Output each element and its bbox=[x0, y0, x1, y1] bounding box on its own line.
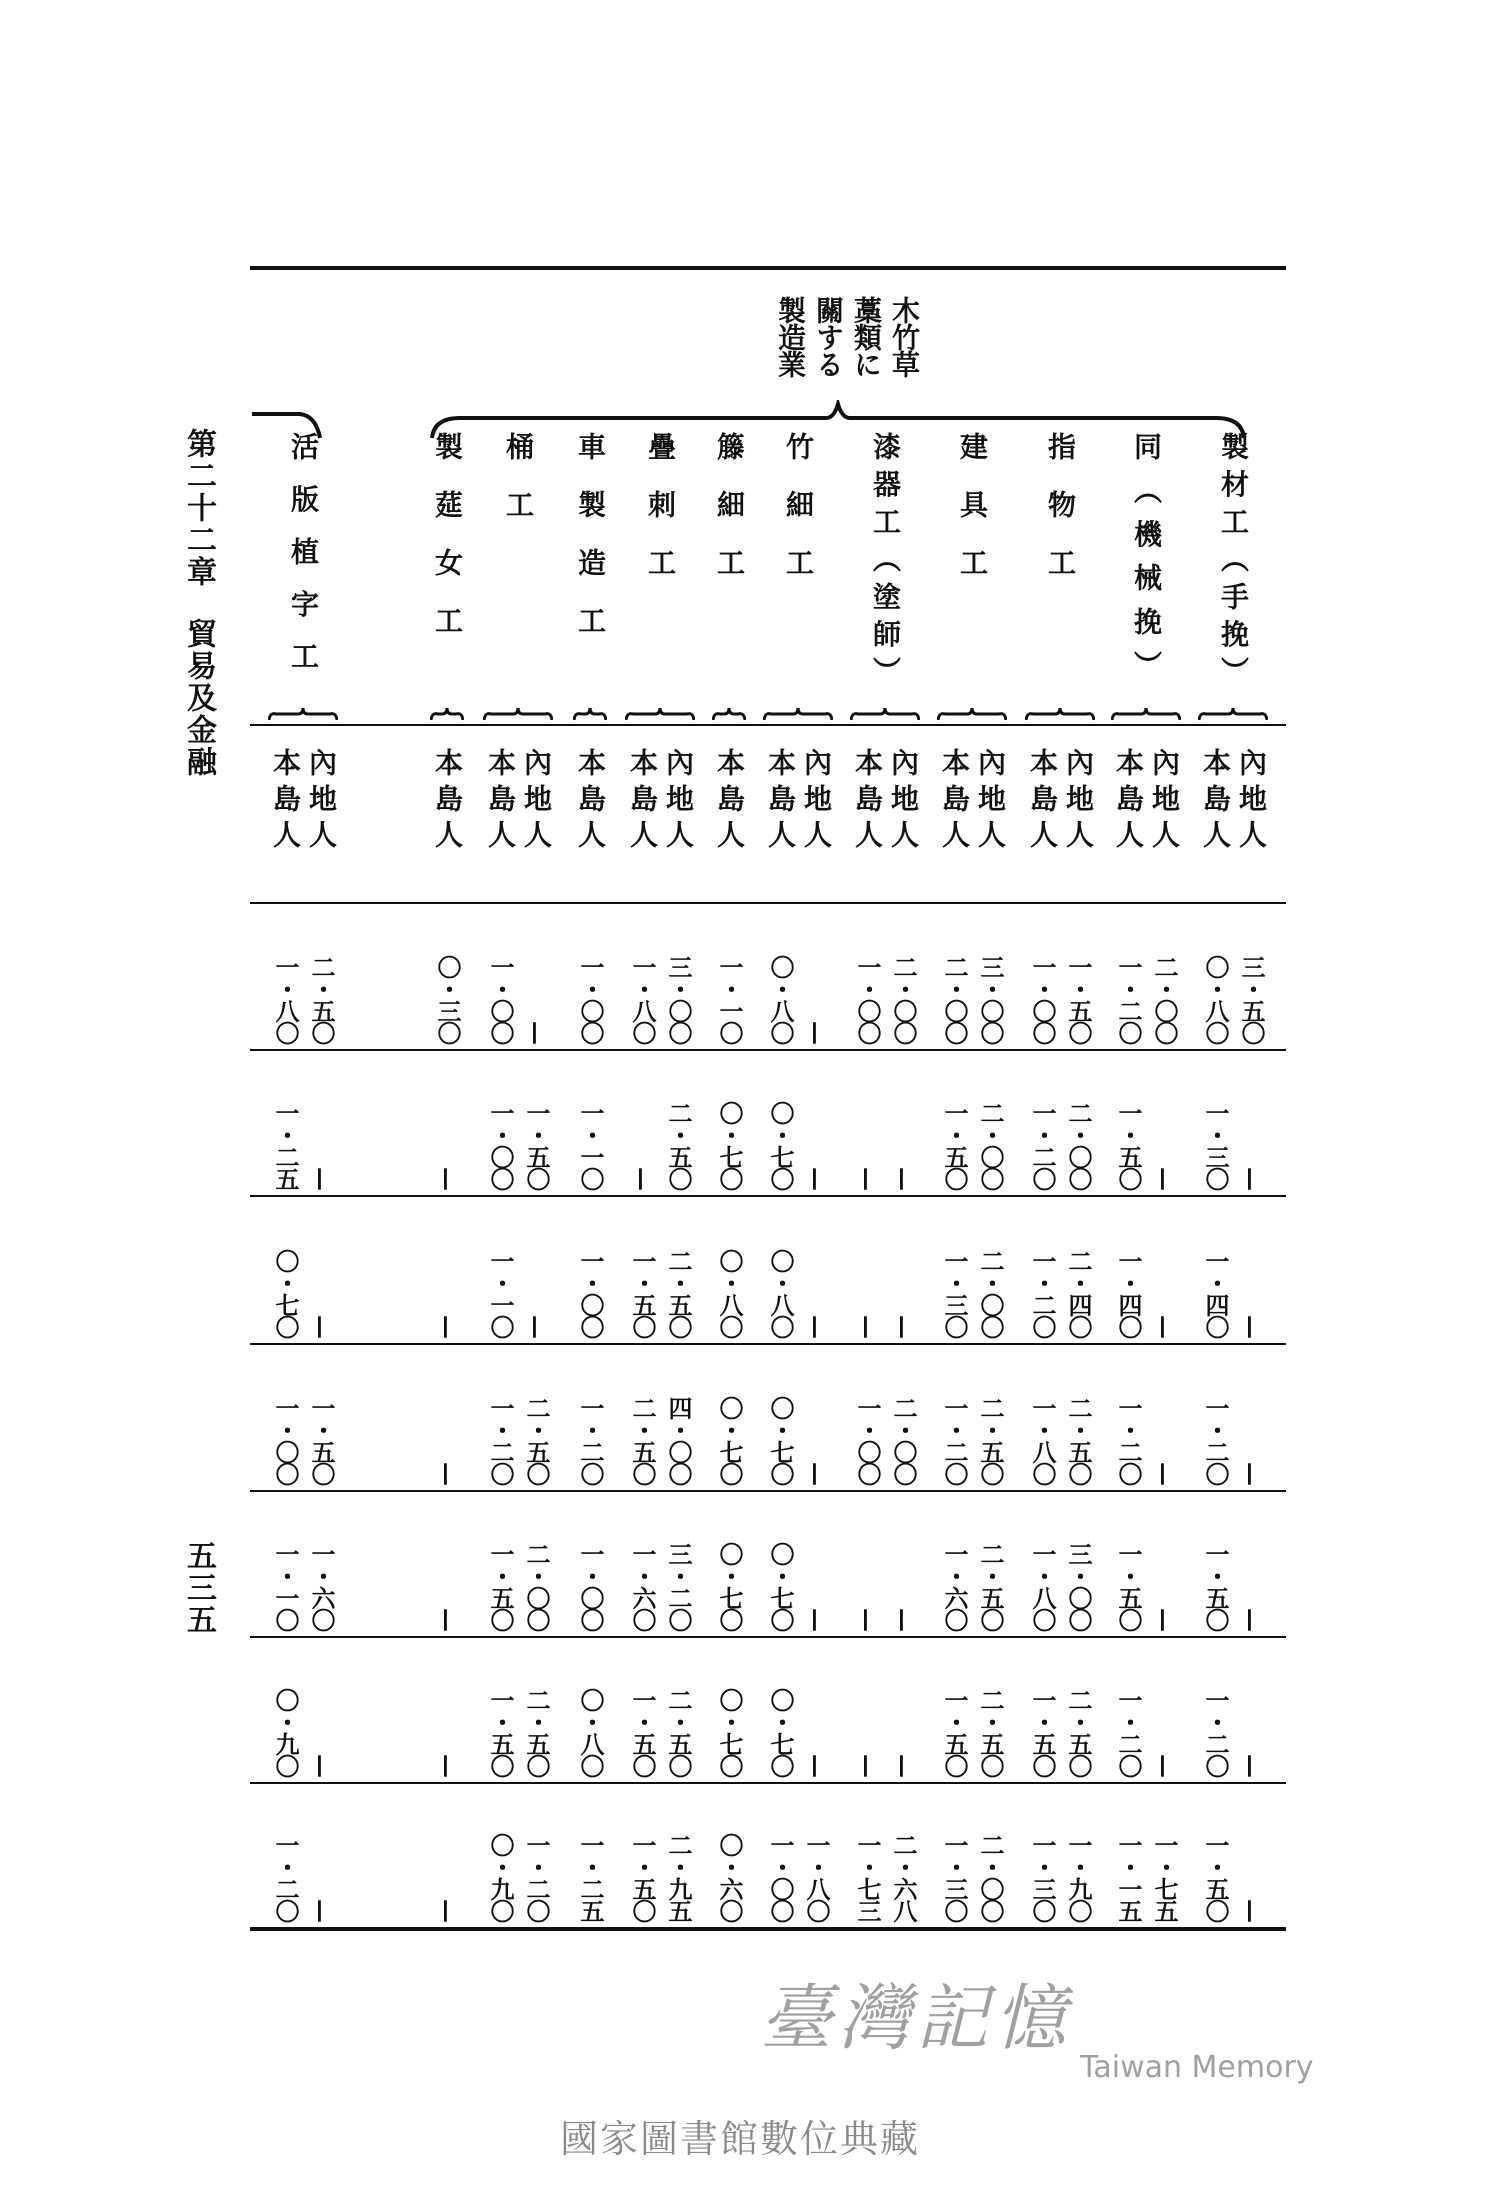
subheader-naichi: 內地人 bbox=[1148, 748, 1181, 856]
table-cell: 一・七五 bbox=[1150, 1833, 1179, 1921]
table-cell: 二・五〇 bbox=[664, 1688, 693, 1776]
table-cell: — bbox=[889, 1754, 918, 1776]
table-cell: — bbox=[307, 1899, 336, 1921]
table-cell: 一・二〇 bbox=[1114, 1396, 1143, 1484]
group-label bbox=[758, 296, 921, 396]
subheader-honto: 本島人 bbox=[713, 748, 746, 856]
subheader-naichi: 內地人 bbox=[662, 748, 695, 856]
table-cell: 一・一〇 bbox=[576, 1101, 605, 1189]
table-cell: — bbox=[889, 1315, 918, 1337]
table-cell: 〇・八〇 bbox=[1201, 955, 1230, 1043]
column-brace bbox=[1198, 706, 1268, 722]
table-cell: 一・五〇 bbox=[628, 1833, 657, 1921]
column-brace bbox=[430, 706, 464, 722]
column-header: 製材工（手挽） bbox=[1217, 432, 1250, 694]
table-cell: 〇・七〇 bbox=[766, 1101, 795, 1189]
subheader-naichi: 內地人 bbox=[974, 748, 1007, 856]
table-cell: 一・〇〇 bbox=[486, 1101, 515, 1189]
table-cell: — bbox=[802, 1608, 831, 1630]
table-cell: 〇・八〇 bbox=[766, 1249, 795, 1337]
row-rule bbox=[250, 1195, 1286, 1197]
table-cell: 一・四〇 bbox=[1201, 1249, 1230, 1337]
table-cell: 二・〇〇 bbox=[889, 955, 918, 1043]
table-cell: 〇・七〇 bbox=[715, 1396, 744, 1484]
table-cell: — bbox=[1237, 1899, 1266, 1921]
table-cell: 二・五〇 bbox=[976, 1396, 1005, 1484]
row-rule bbox=[250, 1343, 1286, 1345]
subheader-naichi: 內地人 bbox=[1062, 748, 1095, 856]
table-cell: 一・二〇 bbox=[1201, 1396, 1230, 1484]
column-brace bbox=[1025, 706, 1095, 722]
table-cell: 二・六八 bbox=[889, 1833, 918, 1921]
table-cell: 〇・七〇 bbox=[766, 1396, 795, 1484]
column-brace bbox=[1111, 706, 1181, 722]
table-cell: 一・三〇 bbox=[1201, 1101, 1230, 1189]
table-cell: 〇・六〇 bbox=[715, 1833, 744, 1921]
table-cell: 三・〇〇 bbox=[664, 955, 693, 1043]
column-header: 車製造工 bbox=[574, 432, 607, 664]
table-cell: — bbox=[433, 1899, 462, 1921]
group-label-line: 關する bbox=[812, 296, 845, 377]
table-cell: 二・〇〇 bbox=[1064, 1101, 1093, 1189]
row-rule bbox=[250, 1636, 1286, 1638]
table-cell: 一・〇〇 bbox=[576, 1542, 605, 1630]
table-cell: 三・五〇 bbox=[1237, 955, 1266, 1043]
subheader-honto: 本島人 bbox=[1112, 748, 1145, 856]
table-cell: 一・八〇 bbox=[1028, 1542, 1057, 1630]
table-cell: 〇・七〇 bbox=[715, 1101, 744, 1189]
column-header: 疊刺工 bbox=[644, 432, 677, 606]
table-cell: — bbox=[522, 1315, 551, 1337]
table-cell: 二・五〇 bbox=[522, 1688, 551, 1776]
table-cell: 三・〇〇 bbox=[976, 955, 1005, 1043]
table-cell: 二・五〇 bbox=[664, 1249, 693, 1337]
column-brace bbox=[763, 706, 833, 722]
table-cell: — bbox=[433, 1608, 462, 1630]
page-number: 五三五 bbox=[181, 1540, 216, 1636]
table-cell: 一・八〇 bbox=[628, 955, 657, 1043]
table-cell: 二・五〇 bbox=[664, 1101, 693, 1189]
table-cell: 一・〇〇 bbox=[853, 955, 882, 1043]
table-cell: 〇・九〇 bbox=[271, 1688, 300, 1776]
subheader-naichi: 內地人 bbox=[305, 748, 338, 856]
table-cell: 〇・八〇 bbox=[576, 1688, 605, 1776]
table-cell: 二・〇〇 bbox=[940, 955, 969, 1043]
table-cell: 三・二〇 bbox=[664, 1542, 693, 1630]
table-cell: — bbox=[1237, 1315, 1266, 1337]
table-cell: 一・〇〇 bbox=[853, 1396, 882, 1484]
table-cell: 一・二〇 bbox=[1028, 1249, 1057, 1337]
table-cell: — bbox=[802, 1462, 831, 1484]
row-rule bbox=[250, 1782, 1286, 1784]
table-cell: 二・〇〇 bbox=[976, 1101, 1005, 1189]
column-header: 籐細工 bbox=[713, 432, 746, 606]
table-cell: 一・二〇 bbox=[522, 1833, 551, 1921]
subheader-honto: 本島人 bbox=[1199, 748, 1232, 856]
subheader-honto: 本島人 bbox=[938, 748, 971, 856]
table-cell: — bbox=[1150, 1608, 1179, 1630]
subheader-honto: 本島人 bbox=[1026, 748, 1059, 856]
table-cell: 一・一〇 bbox=[486, 1249, 515, 1337]
table-cell: — bbox=[522, 1021, 551, 1043]
chapter-title: 貿易及金融 bbox=[181, 618, 216, 778]
table-cell: 〇・八〇 bbox=[766, 955, 795, 1043]
table-cell: 二・五〇 bbox=[522, 1396, 551, 1484]
table-cell: 二・五〇 bbox=[307, 955, 336, 1043]
subheader-honto: 本島人 bbox=[269, 748, 302, 856]
subheader-bottom-rule bbox=[250, 902, 1286, 904]
table-cell: 〇・七〇 bbox=[271, 1249, 300, 1337]
table-cell: — bbox=[1150, 1167, 1179, 1189]
table-cell: 二・五〇 bbox=[976, 1688, 1005, 1776]
table-cell: — bbox=[802, 1021, 831, 1043]
table-cell: — bbox=[433, 1315, 462, 1337]
table-cell: 一・五〇 bbox=[307, 1396, 336, 1484]
table-cell: 一・二〇 bbox=[1114, 1688, 1143, 1776]
column-brace bbox=[268, 706, 338, 722]
table-cell: 一・六〇 bbox=[307, 1542, 336, 1630]
subheader-naichi: 內地人 bbox=[800, 748, 833, 856]
table-cell: 一・三〇 bbox=[940, 1249, 969, 1337]
table-cell: 一・五〇 bbox=[522, 1101, 551, 1189]
table-cell: 四・〇〇 bbox=[664, 1396, 693, 1484]
table-cell: — bbox=[853, 1315, 882, 1337]
table-cell: 二・〇〇 bbox=[522, 1542, 551, 1630]
column-brace bbox=[850, 706, 920, 722]
table-cell: 二・五〇 bbox=[1064, 1688, 1093, 1776]
table-cell: 二・〇〇 bbox=[976, 1833, 1005, 1921]
column-header: 活版植字工 bbox=[287, 432, 320, 694]
table-cell: 一・六〇 bbox=[628, 1542, 657, 1630]
table-cell: 一・二〇 bbox=[1114, 955, 1143, 1043]
table-cell: 一・〇〇 bbox=[576, 955, 605, 1043]
subheader-naichi: 內地人 bbox=[520, 748, 553, 856]
table-cell: 一・五〇 bbox=[1114, 1101, 1143, 1189]
table-cell: 一・〇〇 bbox=[576, 1249, 605, 1337]
table-cell: 〇・九〇 bbox=[486, 1833, 515, 1921]
table-cell: 一・四〇 bbox=[1114, 1249, 1143, 1337]
table-cell: 一・一〇 bbox=[271, 1542, 300, 1630]
column-header: 桶工 bbox=[502, 432, 535, 548]
table-cell: — bbox=[1237, 1462, 1266, 1484]
column-brace bbox=[937, 706, 1007, 722]
table-cell: 一・五〇 bbox=[1201, 1833, 1230, 1921]
table-cell: 一・〇〇 bbox=[486, 955, 515, 1043]
table-cell: 二・九五 bbox=[664, 1833, 693, 1921]
table-cell: 〇・七〇 bbox=[715, 1542, 744, 1630]
column-brace bbox=[712, 706, 746, 722]
table-cell: 一・五〇 bbox=[486, 1542, 515, 1630]
table-cell: 一・二〇 bbox=[1028, 1101, 1057, 1189]
table-cell: 一・五〇 bbox=[1201, 1542, 1230, 1630]
table-cell: 〇・七〇 bbox=[766, 1542, 795, 1630]
table-cell: 一・八〇 bbox=[1028, 1396, 1057, 1484]
table-cell: — bbox=[1150, 1754, 1179, 1776]
table-cell: 二・五〇 bbox=[1064, 1396, 1093, 1484]
table-cell: 一・五〇 bbox=[628, 1688, 657, 1776]
column-brace bbox=[573, 706, 607, 722]
table-cell: 一・二〇 bbox=[486, 1396, 515, 1484]
header-bottom-rule bbox=[250, 724, 1286, 726]
group-label-line: 木竹草 bbox=[888, 296, 921, 377]
table-cell: 一・五〇 bbox=[940, 1101, 969, 1189]
table-cell: — bbox=[1237, 1167, 1266, 1189]
table-cell: — bbox=[853, 1608, 882, 1630]
table-cell: 〇・三〇 bbox=[433, 955, 462, 1043]
watermark-chinese: 臺灣記憶 bbox=[760, 1976, 1073, 2060]
table-cell: — bbox=[433, 1754, 462, 1776]
table-cell: — bbox=[307, 1315, 336, 1337]
table-cell: — bbox=[1237, 1754, 1266, 1776]
table-cell: 〇・七〇 bbox=[715, 1688, 744, 1776]
table-cell: 一・五〇 bbox=[1064, 955, 1093, 1043]
row-rule bbox=[250, 1927, 1286, 1931]
group-label-line: 藁類に bbox=[850, 296, 883, 377]
table-cell: — bbox=[1237, 1608, 1266, 1630]
table-cell: 一・五〇 bbox=[1114, 1542, 1143, 1630]
table-cell: 一・二〇 bbox=[1201, 1688, 1230, 1776]
table-cell: — bbox=[433, 1462, 462, 1484]
table-cell: 一・一五 bbox=[1114, 1833, 1143, 1921]
table-cell: — bbox=[628, 1167, 657, 1189]
table-cell: 一・二五 bbox=[576, 1833, 605, 1921]
table-cell: 二・五〇 bbox=[976, 1542, 1005, 1630]
column-brace bbox=[625, 706, 695, 722]
subheader-honto: 本島人 bbox=[484, 748, 517, 856]
table-cell: — bbox=[307, 1754, 336, 1776]
table-cell: 一・五〇 bbox=[486, 1688, 515, 1776]
table-cell: 一・二〇 bbox=[576, 1396, 605, 1484]
table-cell: 二・〇〇 bbox=[976, 1249, 1005, 1337]
subheader-naichi: 內地人 bbox=[887, 748, 920, 856]
table-cell: 一・三〇 bbox=[1028, 1833, 1057, 1921]
table-cell: 一・〇〇 bbox=[1028, 955, 1057, 1043]
row-rule bbox=[250, 1490, 1286, 1492]
subheader-honto: 本島人 bbox=[626, 748, 659, 856]
table-cell: 一・七三 bbox=[853, 1833, 882, 1921]
subheader-honto: 本島人 bbox=[431, 748, 464, 856]
table-cell: 一・五〇 bbox=[628, 1249, 657, 1337]
table-cell: 一・六〇 bbox=[940, 1542, 969, 1630]
table-cell: 一・二〇 bbox=[271, 1833, 300, 1921]
column-header: 漆器工（塗師） bbox=[869, 432, 902, 694]
table-cell: — bbox=[433, 1167, 462, 1189]
table-cell: — bbox=[1150, 1462, 1179, 1484]
footer-archive-label: 國家圖書館數位典藏 bbox=[559, 2117, 920, 2161]
table-cell: 三・〇〇 bbox=[1064, 1542, 1093, 1630]
table-cell: 一・八〇 bbox=[802, 1833, 831, 1921]
table-cell: 一・九〇 bbox=[1064, 1833, 1093, 1921]
table-cell: — bbox=[802, 1754, 831, 1776]
table-cell: 一・〇〇 bbox=[766, 1833, 795, 1921]
group-label-line: 製造業 bbox=[774, 296, 807, 377]
table-cell: — bbox=[853, 1167, 882, 1189]
subheader-honto: 本島人 bbox=[851, 748, 884, 856]
table-cell: — bbox=[1150, 1315, 1179, 1337]
table-cell: — bbox=[853, 1754, 882, 1776]
table-cell: 〇・七〇 bbox=[766, 1688, 795, 1776]
column-header: 竹細工 bbox=[782, 432, 815, 606]
table-cell: 二・五〇 bbox=[628, 1396, 657, 1484]
chapter-number: 第二十二章 bbox=[181, 428, 216, 588]
column-header: 同（機械挽） bbox=[1130, 432, 1163, 694]
table-cell: 〇・八〇 bbox=[715, 1249, 744, 1337]
row-rule bbox=[250, 1049, 1286, 1051]
subheader-naichi: 內地人 bbox=[1235, 748, 1268, 856]
table-cell: — bbox=[307, 1167, 336, 1189]
column-header: 指物工 bbox=[1044, 432, 1077, 606]
table-cell: 一・一〇 bbox=[715, 955, 744, 1043]
table-cell: — bbox=[889, 1608, 918, 1630]
table-top-rule bbox=[250, 266, 1286, 270]
table-cell: 一・二〇 bbox=[940, 1396, 969, 1484]
table-cell: — bbox=[889, 1167, 918, 1189]
table-cell: 二・〇〇 bbox=[1150, 955, 1179, 1043]
subheader-honto: 本島人 bbox=[574, 748, 607, 856]
column-header: 製莚女工 bbox=[431, 432, 464, 664]
table-cell: 一・八〇 bbox=[271, 955, 300, 1043]
table-cell: 一・三〇 bbox=[940, 1833, 969, 1921]
column-header: 建具工 bbox=[956, 432, 989, 606]
table-cell: — bbox=[802, 1315, 831, 1337]
table-cell: 一・五〇 bbox=[1028, 1688, 1057, 1776]
table-cell: — bbox=[802, 1167, 831, 1189]
table-cell: 二・〇〇 bbox=[889, 1396, 918, 1484]
subheader-honto: 本島人 bbox=[764, 748, 797, 856]
group-brace bbox=[430, 400, 1246, 440]
table-cell: 二・四〇 bbox=[1064, 1249, 1093, 1337]
watermark-english: Taiwan Memory bbox=[1080, 2050, 1314, 2085]
table-cell: 一・二五 bbox=[271, 1101, 300, 1189]
table-cell: 一・五〇 bbox=[940, 1688, 969, 1776]
table-cell: 一・〇〇 bbox=[271, 1396, 300, 1484]
column-brace bbox=[483, 706, 553, 722]
